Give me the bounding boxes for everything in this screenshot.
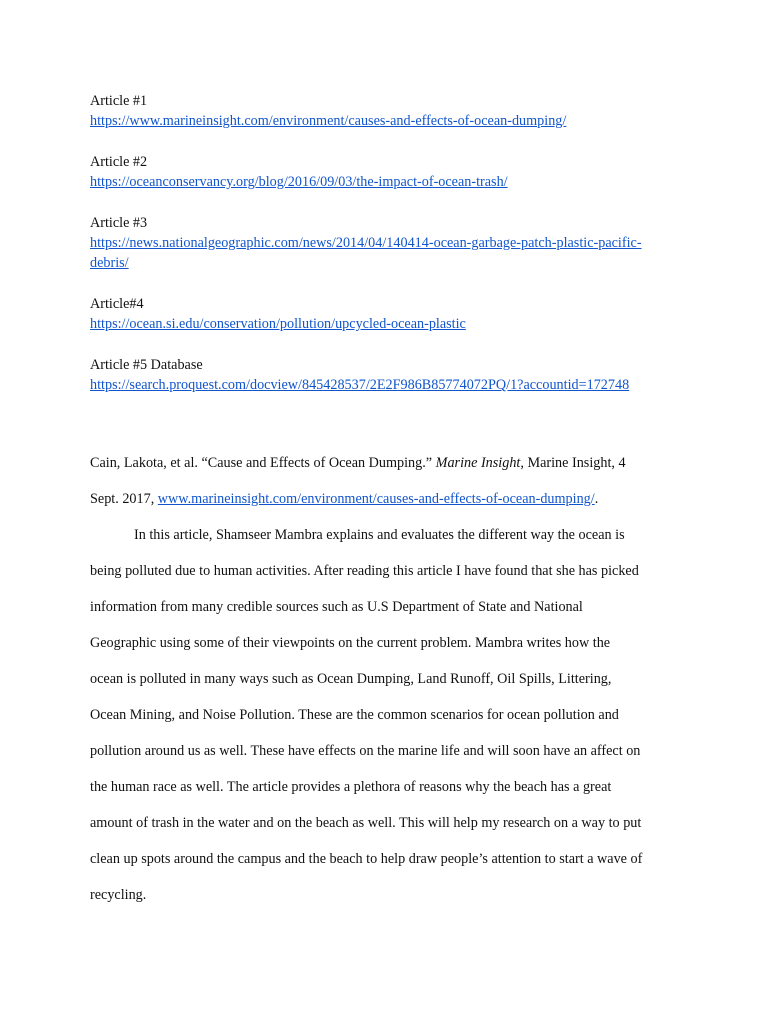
summary-line: being polluted due to human activities. After reading this article I have found that she has picked (90, 563, 639, 579)
article-entry-1 (90, 91, 680, 131)
article-link-line-2: debris/ (90, 255, 129, 271)
article-link-line-1: https://news.nationalgeographic.com/news/2014/04/140414-ocean-garbage-patch-plastic-pacific- (90, 235, 642, 251)
article-label: Article#4 (90, 296, 144, 312)
summary-line: pollution around us as well. These have effects on the marine life and will soon have an affect on (90, 743, 641, 759)
summary-line: In this article, Shamseer Mambra explains and evaluates the different way the ocean is (134, 527, 625, 543)
summary-line: amount of trash in the water and on the beach as well. This will help my research on a way to put (90, 815, 642, 831)
summary-line: Geographic using some of their viewpoints on the current problem. Mambra writes how the (90, 635, 611, 651)
article-label: Article #3 (90, 215, 148, 231)
article-label: Article #5 Database (90, 357, 203, 373)
annotated-bibliography (90, 445, 680, 913)
summary-paragraph (90, 517, 682, 913)
summary-line: ocean is polluted in many ways such as Ocean Dumping, Land Runoff, Oil Spills, Littering, (90, 671, 612, 687)
article-label: Article #2 (90, 154, 148, 170)
article-link[interactable]: https://ocean.si.edu/conservation/pollution/upcycled-ocean-plastic (90, 316, 466, 332)
article-link[interactable] (90, 233, 682, 273)
article-link[interactable]: https://oceanconservancy.org/blog/2016/09/03/the-impact-of-ocean-trash/ (90, 174, 508, 190)
article-entry-4 (90, 294, 680, 334)
citation-source: Marine Insight (435, 455, 521, 471)
citation-date: Sept. 2017, (90, 491, 158, 507)
article-label: Article #1 (90, 93, 148, 109)
summary-line: the human race as well. The article provides a plethora of reasons why the beach has a great (90, 779, 612, 795)
summary-line: clean up spots around the campus and the beach to help draw people’s attention to start a wave of (90, 851, 643, 867)
summary-line: Ocean Mining, and Noise Pollution. These are the common scenarios for ocean pollution and (90, 707, 619, 723)
article-entry-5 (90, 355, 680, 395)
summary-line: information from many credible sources such as U.S Department of State and National (90, 599, 583, 615)
article-entry-2 (90, 152, 680, 192)
summary-line: recycling. (90, 887, 147, 903)
article-entry-3 (90, 213, 680, 273)
citation-entry (90, 445, 680, 517)
citation-publisher: , Marine Insight, 4 (520, 455, 626, 471)
citation-authors-title: Cain, Lakota, et al. “Cause and Effects of Ocean Dumping.” (90, 455, 436, 471)
citation-end: . (594, 491, 599, 507)
article-link[interactable]: https://search.proquest.com/docview/845428537/2E2F986B85774072PQ/1?accountid=172748 (90, 377, 630, 393)
article-link[interactable]: https://www.marineinsight.com/environment/causes-and-effects-of-ocean-dumping/ (90, 113, 567, 129)
citation-link[interactable]: www.marineinsight.com/environment/causes-and-effects-of-ocean-dumping/ (157, 491, 595, 507)
